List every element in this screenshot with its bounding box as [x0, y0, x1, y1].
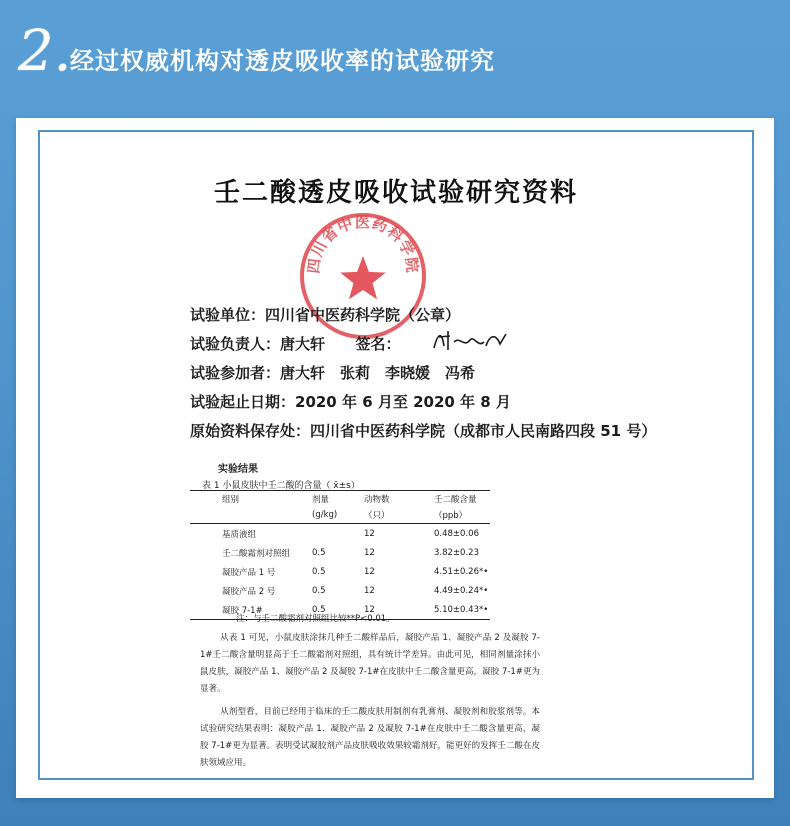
- paragraph-2: [200, 704, 540, 772]
- table-cell: 0.5: [312, 600, 364, 620]
- document-frame: [38, 130, 754, 780]
- table-cell: 12: [364, 600, 434, 620]
- col-unit-group: [190, 507, 312, 524]
- table-cell: 0.5: [312, 566, 326, 577]
- info-archive: 原始资料保存处：四川省中医药科学院（成都市人民南路四段 51 号）: [190, 422, 657, 440]
- paragraph-1-text: 从表 1 可见，小鼠皮肤涂抹几种壬二酸样品后，凝胶产品 1、凝胶产品 2 及凝胶 7-1#壬二酸含量明显高于壬二酸霜剂对照组，具有统计学差异。由此可见，相同剂量涂抹小鼠皮肤，凝胶产品 1、凝胶产品 2 及凝胶 7-1#在皮肤中壬二酸含量更高，凝胶 7-1#更为显著。: [200, 633, 540, 694]
- table-cell: 凝胶 7-1#: [190, 600, 312, 620]
- col-unit-dose: (g/kg): [312, 507, 364, 524]
- col-header-dose: 剂量: [312, 491, 364, 508]
- col-unit-animals: （只）: [364, 507, 434, 524]
- results-heading: 实验结果: [218, 464, 258, 475]
- table-caption: 表 1 小鼠皮肤中壬二酸的含量（ x̄±s）: [202, 481, 360, 491]
- table-cell: 12: [364, 566, 375, 577]
- signature-icon: [430, 328, 510, 354]
- table-cell: 12: [364, 585, 375, 596]
- info-dates: 试验起止日期：2020 年 6 月至 2020 年 8 月: [190, 393, 511, 411]
- table-cell: 壬二酸霜剂对照组: [222, 548, 291, 559]
- col-unit-content: （ppb）: [434, 507, 490, 524]
- table-cell: 0.48±0.06: [434, 528, 479, 539]
- seal-text: 四川省中医药科学院: [304, 212, 422, 275]
- table-cell: 12: [364, 547, 375, 558]
- table-cell: 5.10±0.43*•: [434, 600, 490, 620]
- responsible-text: 试验负责人：唐大轩: [190, 335, 326, 353]
- col-header-group: 组别: [190, 491, 312, 508]
- table-cell: 0.5: [312, 585, 326, 596]
- document-page: [40, 132, 752, 778]
- paragraph-2-text: 从剂型看，目前已经用于临床的壬二酸皮肤用制剂有乳膏剂、凝胶剂和胶浆剂等。本试验研究结果表明：凝胶产品 1、凝胶产品 2 及凝胶 7-1#在皮肤中壬二酸含量更高，凝胶 7-1#更为显著。表明受试凝胶剂产品皮肤吸收效果较霜剂好，能更好的发挥壬二酸在皮肤领域应用。: [200, 707, 540, 768]
- table-cell: 凝胶产品 2 号: [222, 586, 276, 597]
- section-number: 2.: [18, 19, 72, 84]
- section-title: 经过权威机构对透皮吸收率的试验研究: [70, 47, 495, 75]
- table-cell: 4.51±0.26*•: [434, 566, 489, 577]
- document-card: [16, 118, 774, 798]
- col-header-content: 壬二酸含量: [434, 491, 490, 508]
- table-row: [190, 543, 490, 562]
- table-note: 注：与壬二酸霜剂对照组比较**P<0.01。: [236, 614, 395, 624]
- document-title: 壬二酸透皮吸收试验研究资料: [213, 178, 578, 208]
- section-header: [18, 19, 778, 86]
- table-cell: 凝胶产品 1 号: [222, 567, 276, 578]
- table-cell: 基质液组: [222, 529, 257, 540]
- table-cell: 4.49±0.24*•: [434, 585, 489, 596]
- table-cell: 3.82±0.23: [434, 547, 479, 558]
- table-row: [190, 524, 490, 544]
- table-cell: 12: [364, 528, 375, 539]
- sign-label: 签名：: [355, 335, 401, 353]
- info-responsible: [190, 333, 401, 354]
- table-row: [190, 562, 490, 581]
- table-cell: 0.5: [312, 547, 326, 558]
- table-row: [190, 581, 490, 600]
- table-cell: [312, 524, 364, 544]
- info-participants: 试验参加者：唐大轩 张莉 李晓媛 冯希: [190, 364, 476, 382]
- info-unit: 试验单位：四川省中医药科学院（公章）: [190, 306, 461, 324]
- paragraph-1: [200, 630, 540, 698]
- results-table: [190, 490, 490, 620]
- col-header-animals: 动物数: [364, 491, 434, 508]
